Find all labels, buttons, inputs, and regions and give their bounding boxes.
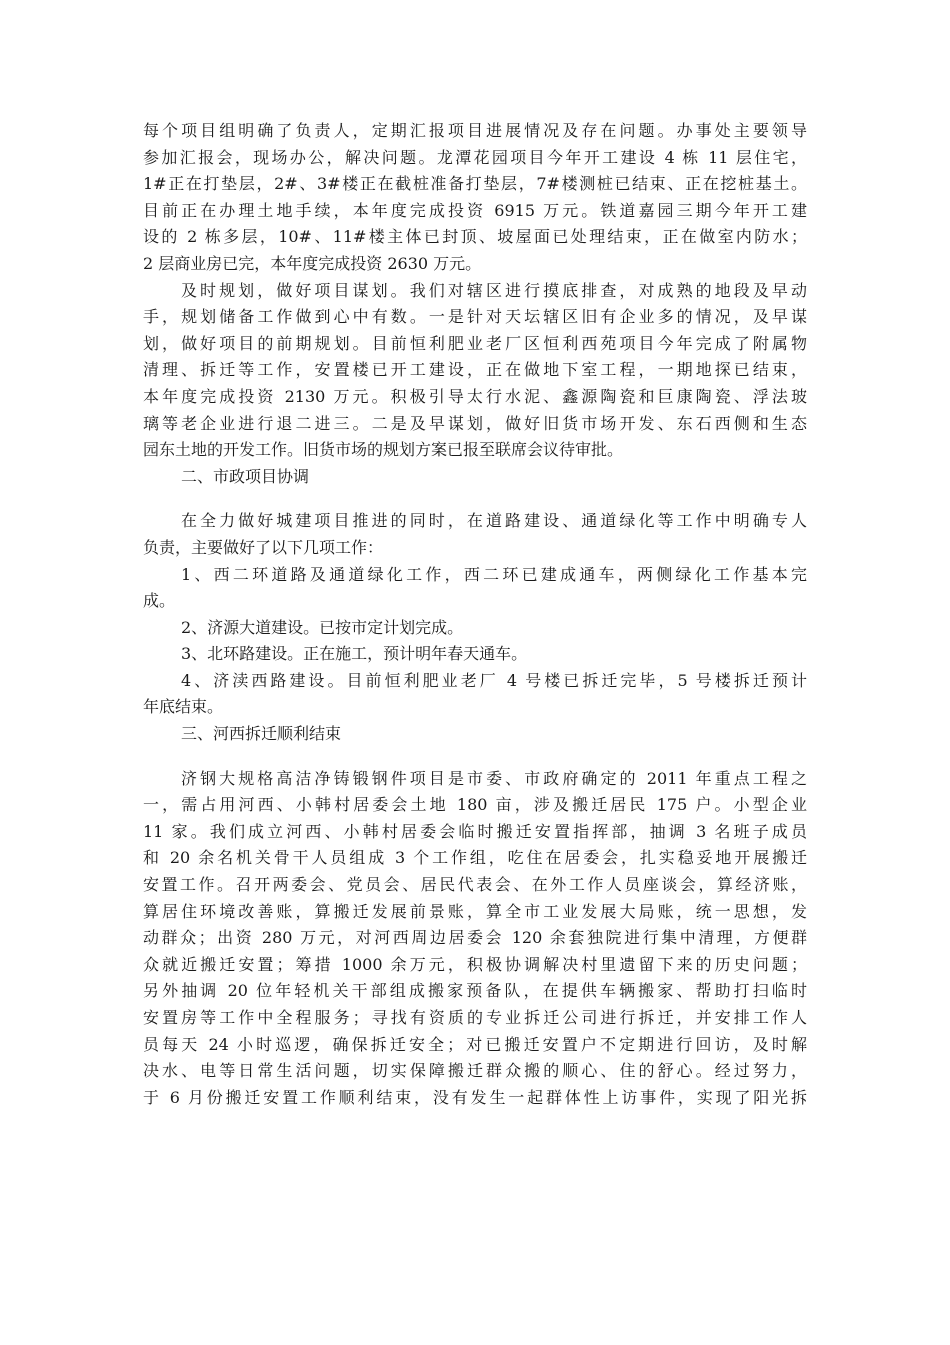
text-line: 本年度完成投资 2130 万元。积极引导太行水泥、鑫源陶瓷和巨康陶瓷、浮法玻 bbox=[143, 386, 807, 406]
text-line: 手，规划储备工作做到心中有数。一是针对天坛辖区旧有企业多的情况，及早谋 bbox=[143, 307, 807, 327]
text-line: 和 20 余名机关骨干人员组成 3 个工作组，吃住在居委会，扎实稳妥地开展搬迁 bbox=[143, 848, 807, 868]
list-item-north-ring-road bbox=[143, 641, 807, 668]
section-heading-municipal: 二、市政项目协调 bbox=[181, 466, 310, 486]
text-line: 清理、拆迁等工作，安置楼已开工建设，正在做地下室工程，一期地探已结束， bbox=[143, 360, 807, 380]
paragraph-project-planning bbox=[143, 278, 807, 464]
text-line: 员每天 24 小时巡逻，确保拆迁安全；对已搬迁安置户不定期进行回访，及时解 bbox=[143, 1034, 807, 1054]
text-line: 及时规划，做好项目谋划。我们对辖区进行摸底排查，对成熟的地段及早动 bbox=[181, 280, 807, 300]
list-item-jiyuan-avenue bbox=[143, 615, 807, 642]
spacer bbox=[143, 490, 807, 508]
text-line: 在全力做好城建项目推进的同时，在道路建设、通道绿化等工作中明确专人 bbox=[181, 511, 807, 531]
paragraph-project-progress bbox=[143, 118, 807, 278]
section-heading-hexi-relocation: 三、河西拆迁顺利结束 bbox=[181, 724, 342, 744]
text-line: 1、西二环道路及通道绿化工作，西二环已建成通车，两侧绿化工作基本完 bbox=[181, 564, 807, 584]
text-line: 另外抽调 20 位年轻机关干部组成搬家预备队，在提供车辆搬家、帮助打扫临时 bbox=[143, 981, 807, 1001]
text-line: 成。 bbox=[143, 591, 176, 611]
text-line: 决水、电等日常生活问题，切实保障搬迁群众搬的顺心、住的舒心。经过努力， bbox=[143, 1061, 807, 1081]
text-line: 参加汇报会，现场办公，解决问题。龙潭花园项目今年开工建设 4 栋 11 层住宅， bbox=[143, 147, 807, 167]
text-line: 济钢大规格高洁净铸锻钢件项目是市委、市政府确定的 2011 年重点工程之 bbox=[181, 768, 807, 788]
list-item-jidu-west-road bbox=[143, 668, 807, 721]
text-line: 每个项目组明确了负责人，定期汇报项目进展情况及存在问题。办事处主要领导 bbox=[143, 121, 807, 140]
text-line: 4、济渎西路建设。目前恒利肥业老厂 4 号楼已拆迁完毕，5 号楼拆迁预计 bbox=[181, 670, 807, 690]
text-line: 于 6 月份搬迁安置工作顺利结束，没有发生一起群体性上访事件，实现了阳光拆 bbox=[143, 1087, 807, 1107]
text-line: 璃等老企业进行退二进三。二是及早谋划，做好旧货市场开发、东石西侧和生态 bbox=[143, 413, 807, 433]
text-line: 园东土地的开发工作。旧货市场的规划方案已报至联席会议待审批。 bbox=[143, 440, 624, 460]
text-line: 1#正在打垫层，2#、3#楼正在截桩准备打垫层，7#楼测桩已结束、正在挖桩基土。 bbox=[143, 174, 807, 194]
spacer bbox=[143, 748, 807, 766]
document-page bbox=[143, 118, 807, 1111]
text-line: 安置房等工作中全程服务；寻找有资质的专业拆迁公司进行拆迁，并安排工作人 bbox=[143, 1008, 807, 1027]
text-line: 负责，主要做好了以下几项工作： bbox=[143, 537, 384, 557]
text-line: 设的 2 栋多层，10#、11#楼主体已封顶、坡屋面已处理结束，正在做室内防水； bbox=[143, 227, 807, 247]
text-line: 11 家。我们成立河西、小韩村居委会临时搬迁安置指挥部，抽调 3 名班子成员 bbox=[143, 821, 807, 841]
text-line: 2、济源大道建设。已按市定计划完成。 bbox=[181, 617, 464, 637]
text-line: 一，需占用河西、小韩村居委会土地 180 亩，涉及搬迁居民 175 户。小型企业 bbox=[143, 795, 807, 815]
text-line: 众就近搬迁安置；筹措 1000 余万元，积极协调解决村里遗留下来的历史问题； bbox=[143, 954, 807, 974]
text-line: 安置工作。召开两委会、党员会、居民代表会、在外工作人员座谈会，算经济账， bbox=[143, 875, 807, 895]
text-line: 2 层商业房已完，本年度完成投资 2630 万元。 bbox=[143, 253, 482, 273]
text-line: 划，做好项目的前期规划。目前恒利肥业老厂区恒利西苑项目今年完成了附属物 bbox=[143, 333, 807, 353]
text-line: 动群众；出资 280 万元，对河西周边居委会 120 余套独院进行集中清理，方便群 bbox=[143, 928, 807, 948]
text-line: 3、北环路建设。正在施工，预计明年春天通车。 bbox=[181, 644, 528, 664]
list-item-west-ring-road bbox=[143, 562, 807, 615]
text-line: 年底结束。 bbox=[143, 697, 224, 717]
paragraph-municipal-intro bbox=[143, 508, 807, 561]
text-line: 算居住环境改善账，算搬迁发展前景账，算全市工业发展大局账，统一思想，发 bbox=[143, 901, 807, 921]
paragraph-relocation-details bbox=[143, 766, 807, 1112]
text-line: 目前正在办理土地手续，本年度完成投资 6915 万元。铁道嘉园三期今年开工建 bbox=[143, 200, 807, 220]
